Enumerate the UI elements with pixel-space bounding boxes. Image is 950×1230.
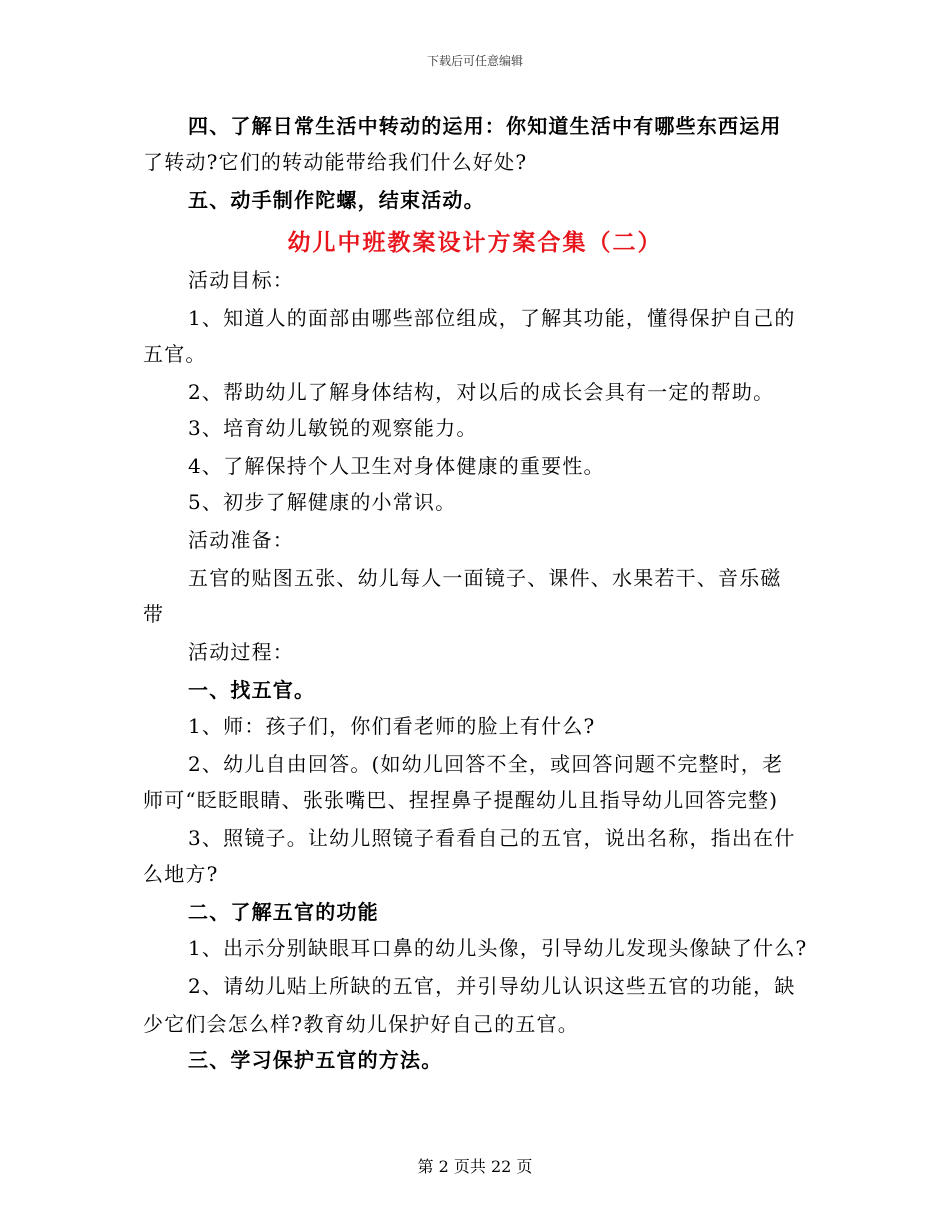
page-header: 下载后可任意编辑 — [426, 54, 523, 68]
process-item: 2、幼儿自由回答。(如幼儿回答不全，或回答问题不完整时，老 — [188, 752, 784, 776]
activity-goals-label: 活动目标： — [188, 268, 294, 292]
paragraph-line: 了转动?它们的转动能带给我们什么好处? — [143, 150, 528, 174]
goal-item: 3、培育幼儿敏锐的观察能力。 — [188, 416, 478, 440]
activity-preparation-label: 活动准备： — [188, 528, 294, 552]
section-one-heading: 一、找五官。 — [188, 678, 316, 702]
goal-item-continued: 五官。 — [143, 342, 207, 366]
section-three-heading: 三、学习保护五官的方法。 — [188, 1048, 443, 1072]
section-four-heading: 四、了解日常生活中转动的运用：你知道生活中有哪些东西运用 — [188, 114, 782, 138]
process-item: 1、师：孩子们，你们看老师的脸上有什么? — [188, 714, 596, 738]
page-footer: 第 2 页共 22 页 — [417, 1157, 533, 1176]
section-two-heading: 二、了解五官的功能 — [188, 900, 379, 924]
goal-item: 4、了解保持个人卫生对身体健康的重要性。 — [188, 454, 605, 478]
goal-item: 1、知道人的面部由哪些部位组成，了解其功能，懂得保护自己的 — [188, 306, 796, 330]
process-item-continued: 少它们会怎么样?教育幼儿保护好自己的五官。 — [143, 1012, 579, 1036]
section-five-heading: 五、动手制作陀螺，结束活动。 — [188, 188, 485, 212]
process-item-continued: 师可“眨眨眼睛、张张嘴巴、捏捏鼻子提醒幼儿且指导幼儿回答完整) — [143, 788, 779, 812]
activity-process-label: 活动过程： — [188, 640, 294, 664]
goal-item: 2、帮助幼儿了解身体结构，对以后的成长会具有一定的帮助。 — [188, 380, 775, 404]
process-item: 3、照镜子。让幼儿照镜子看看自己的五官，说出名称，指出在什 — [188, 826, 796, 850]
preparation-text: 五官的贴图五张、幼儿每人一面镜子、课件、水果若干、音乐磁 — [188, 566, 782, 590]
goal-item: 5、初步了解健康的小常识。 — [188, 490, 457, 514]
process-item-continued: 么地方? — [143, 862, 219, 886]
document-title: 幼儿中班教案设计方案合集（二） — [287, 229, 663, 256]
process-item: 1、出示分别缺眼耳口鼻的幼儿头像，引导幼儿发现头像缺了什么? — [188, 936, 808, 960]
process-item: 2、请幼儿贴上所缺的五官，并引导幼儿认识这些五官的功能，缺 — [188, 974, 796, 998]
preparation-text-continued: 带 — [143, 602, 165, 626]
